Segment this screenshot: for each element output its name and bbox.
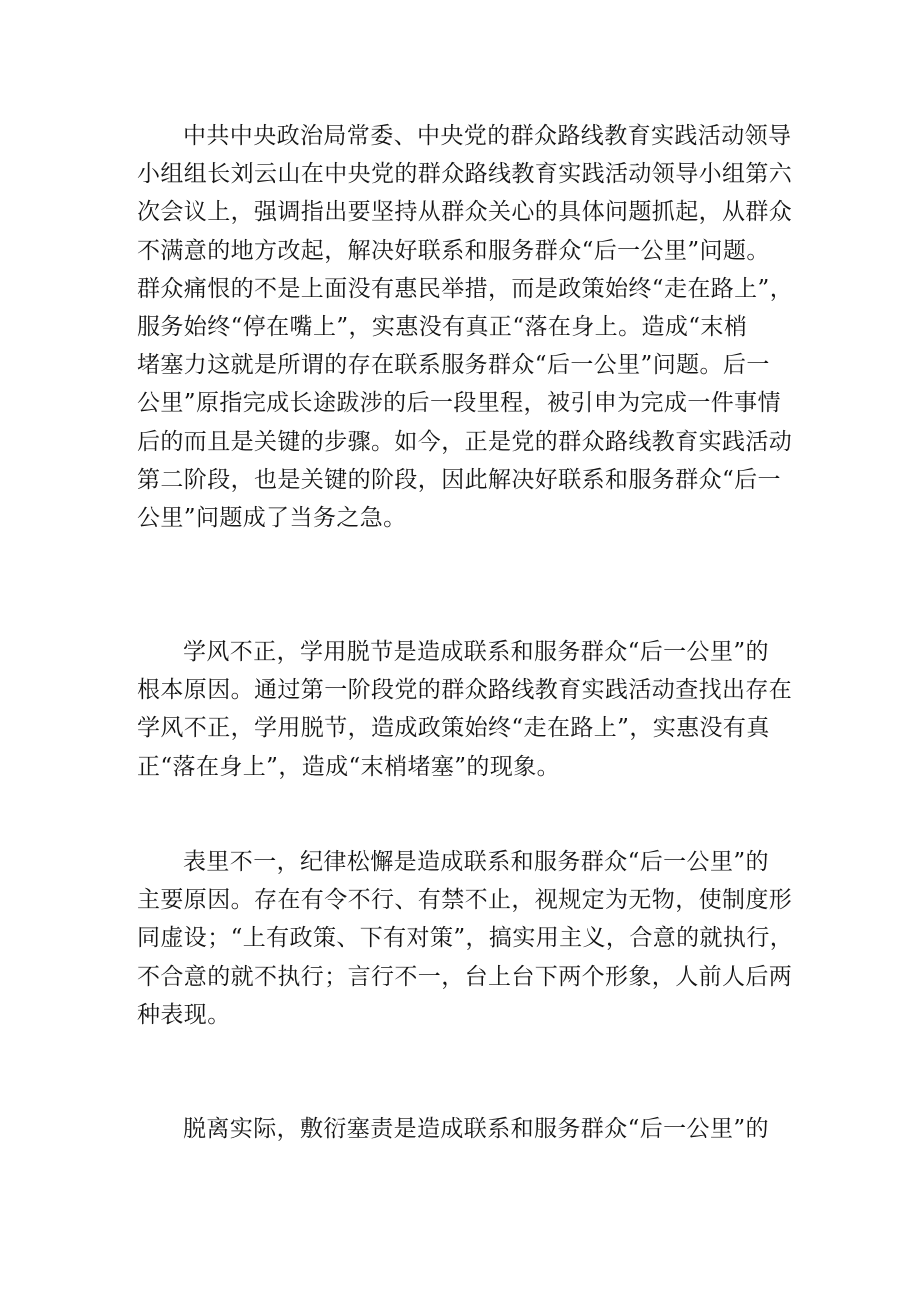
text-line: 中共中央政治局常委、中央党的群众路线教育实践活动领导 [183, 123, 792, 149]
text-line: 脱离实际，敷衍塞责是造成联系和服务群众“后一公里”的 [183, 1116, 769, 1142]
text-line: 群众痛恨的不是上面没有惠民举措，而是政策始终“走在路上”， [137, 275, 794, 302]
text-line: 不满意的地方改起，解决好联系和服务群众“后一公里”问题。 [137, 237, 770, 264]
text-line: 小组组长刘云山在中央党的群众路线教育实践活动领导小组第六 [137, 161, 793, 188]
text-line: 同虚设；“上有政策、下有对策”，搞实用主义，合意的就执行， [137, 925, 794, 952]
text-line: 第二阶段，也是关键的阶段，因此解决好联系和服务群众“后一 [137, 466, 781, 493]
text-line: 学风不正，学用脱节是造成联系和服务群众“后一公里”的 [183, 639, 769, 665]
text-line: 不合意的就不执行；言行不一，台上台下两个形象，人前人后两 [137, 963, 793, 990]
text-line: 主要原因。存在有令不行、有禁不止，视规定为无物，使制度形 [137, 887, 793, 914]
text-line: 根本原因。通过第一阶段党的群众路线教育实践活动查找出存在 [137, 677, 793, 704]
text-line: 正“落在身上”，造成“末梢堵塞”的现象。 [137, 753, 561, 780]
paragraph-3 [137, 843, 797, 1034]
text-line: 学风不正，学用脱节，造成政策始终“走在路上”，实惠没有真 [137, 715, 770, 742]
text-line: 公里”问题成了当务之急。 [137, 504, 407, 531]
text-line: 堵塞力这就是所谓的存在联系服务群众“后一公里”问题。后一 [137, 352, 770, 379]
text-line: 服务始终“停在嘴上”，实惠没有真正“落在身上。造成“末梢 [137, 313, 748, 340]
paragraph-2 [137, 633, 797, 786]
text-line: 表里不一，纪律松懈是造成联系和服务群众“后一公里”的 [183, 849, 769, 875]
text-line: 种表现。 [137, 1001, 231, 1028]
paragraph-1 [137, 117, 797, 537]
text-line: 后的而且是关键的步骤。如今，正是党的群众路线教育实践活动 [137, 428, 793, 455]
text-line: 次会议上，强调指出要坚持从群众关心的具体问题抓起，从群众 [137, 199, 793, 226]
text-line: 公里”原指完成长途跋涉的后一段里程，被引申为完成一件事情 [137, 390, 781, 417]
paragraph-4 [137, 1110, 797, 1148]
